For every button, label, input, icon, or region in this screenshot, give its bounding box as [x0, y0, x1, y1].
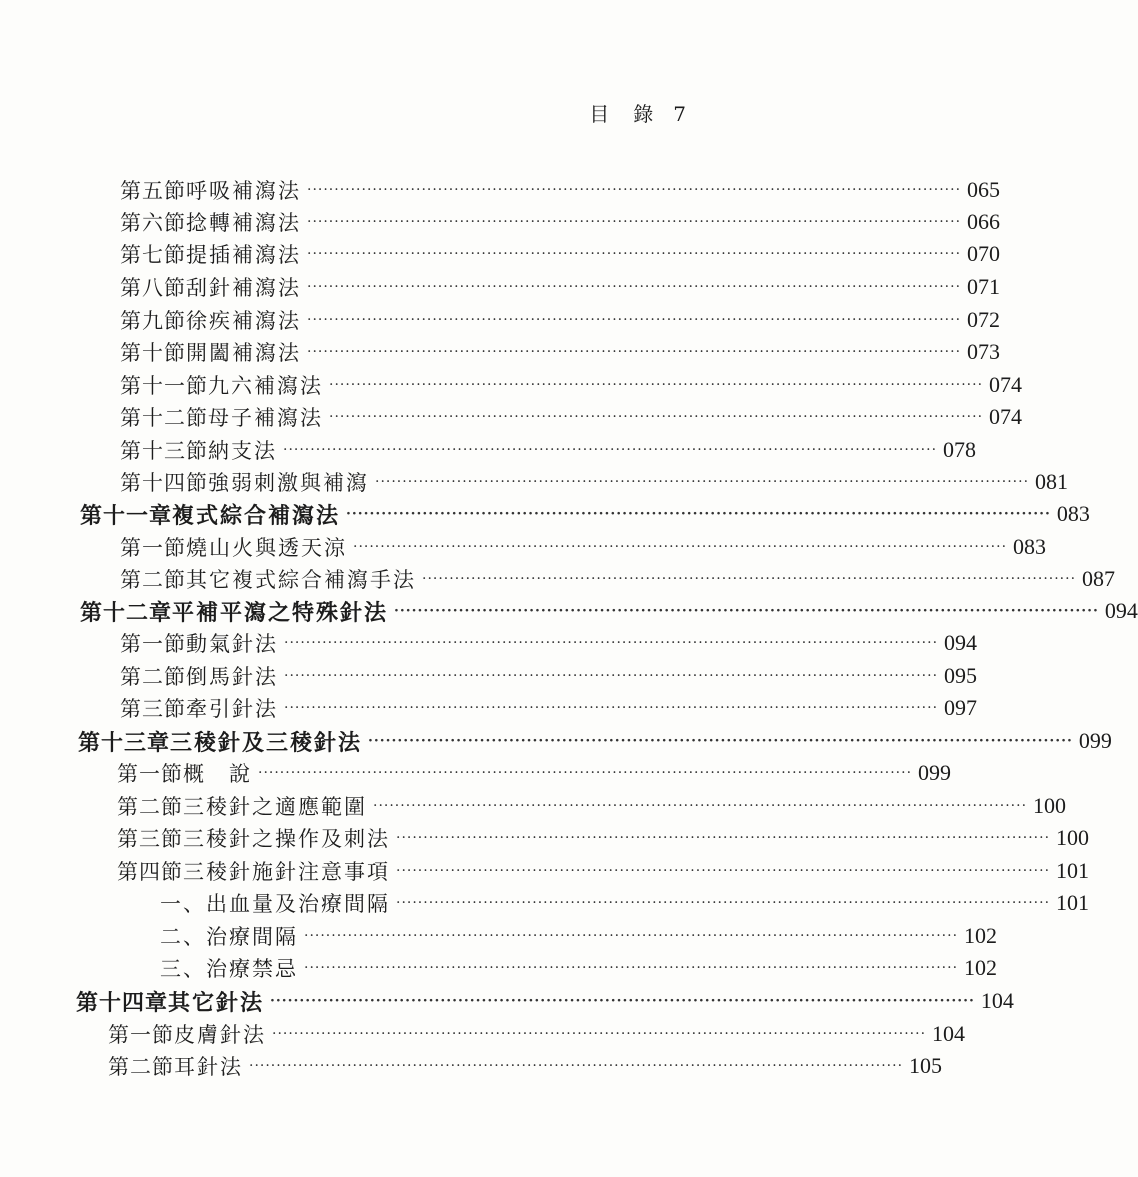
section-label: 第五節: [120, 179, 186, 203]
leader-dots: ························································································································: [284, 635, 939, 651]
page-number: 101: [1056, 890, 1090, 915]
leader-dots: ························································································································: [304, 928, 959, 944]
section-title: 三稜針施針注意事項: [183, 860, 390, 884]
section-title: 三稜針之操作及刺法: [183, 827, 390, 851]
page-number: 078: [943, 437, 977, 462]
chapter-title: 其它針法: [168, 989, 265, 1016]
page-number: 073: [967, 339, 1001, 364]
toc-section-row[interactable]: [117, 822, 1090, 854]
section-title: 牽引針法: [186, 697, 278, 721]
page-number: 097: [944, 695, 978, 720]
toc-section-row[interactable]: [117, 757, 952, 789]
section-label: 第四節: [117, 860, 183, 884]
toc-section-row[interactable]: [120, 466, 1069, 498]
section-label: 第十四節: [120, 471, 208, 495]
section-label: 第二節: [117, 795, 183, 819]
leader-dots: ························································································································: [396, 895, 1051, 911]
page-number: 074: [989, 372, 1023, 397]
section-label: 第三節: [120, 697, 186, 721]
leader-dots: ························································································································: [422, 571, 1077, 587]
toc-section-row[interactable]: [120, 238, 1001, 270]
section-title: 其它複式綜合補瀉手法: [186, 568, 416, 592]
page-number: 099: [1078, 728, 1112, 753]
toc-chapter-row[interactable]: [78, 725, 1112, 757]
toc-chapter-row[interactable]: [76, 985, 1014, 1017]
leader-dots: ························································································································: [373, 798, 1028, 814]
leader-dots: ························································································································: [329, 409, 984, 425]
section-title: 徐疾補瀉法: [186, 309, 301, 333]
section-label: 第一節: [108, 1023, 174, 1047]
leader-dots: ························································································································: [396, 830, 1051, 846]
toc-section-row[interactable]: [120, 336, 1001, 368]
page-number: 104: [980, 988, 1014, 1013]
item-title: 一、出血量及治療間隔: [160, 892, 390, 916]
toc-section-row[interactable]: [120, 174, 1001, 206]
toc-section-row[interactable]: [108, 1050, 943, 1082]
toc-section-row[interactable]: [120, 627, 978, 659]
toc-chapter-row[interactable]: [80, 498, 1090, 530]
section-label: 第三節: [117, 827, 183, 851]
section-title: 皮膚針法: [174, 1023, 266, 1047]
toc-section-row[interactable]: [120, 369, 1023, 401]
section-label: 第十三節: [120, 439, 208, 463]
section-label: 第十一節: [120, 374, 208, 398]
leader-dots: ························································································································: [346, 506, 1051, 522]
section-title: 捻轉補瀉法: [186, 211, 301, 235]
section-label: 第一節: [120, 632, 186, 656]
section-label: 第七節: [120, 243, 186, 267]
chapter-label: 第十一章: [80, 502, 173, 529]
leader-dots: ························································································································: [394, 603, 1099, 619]
chapter-label: 第十三章: [78, 729, 171, 756]
toc-section-row[interactable]: [120, 692, 978, 724]
item-title: 二、治療間隔: [160, 925, 298, 949]
section-label: 第二節: [120, 665, 186, 689]
leader-dots: ························································································································: [307, 182, 962, 198]
page-number: 065: [967, 177, 1001, 202]
section-title: 呼吸補瀉法: [186, 179, 301, 203]
toc-item-row[interactable]: [160, 920, 998, 952]
section-title: 動氣針法: [186, 632, 278, 656]
page-number: 102: [964, 923, 998, 948]
leader-dots: ························································································································: [329, 377, 984, 393]
toc-section-row[interactable]: [120, 563, 1116, 595]
leader-dots: ························································································································: [307, 312, 962, 328]
toc-item-row[interactable]: [160, 887, 1090, 919]
section-label: 第二節: [120, 568, 186, 592]
leader-dots: ························································································································: [307, 214, 962, 230]
toc-section-row[interactable]: [120, 660, 978, 692]
page-number: 087: [1082, 566, 1116, 591]
section-title: 概 說: [183, 762, 252, 786]
item-title: 三、治療禁忌: [160, 957, 298, 981]
page-number: 100: [1056, 825, 1090, 850]
page-number: 070: [967, 241, 1001, 266]
leader-dots: ························································································································: [375, 474, 1030, 490]
toc-section-row[interactable]: [120, 531, 1047, 563]
chapter-label: 第十四章: [76, 989, 169, 1016]
leader-dots: ························································································································: [249, 1058, 904, 1074]
leader-dots: ························································································································: [258, 765, 913, 781]
toc-section-row[interactable]: [117, 790, 1067, 822]
section-title: 納支法: [208, 439, 277, 463]
page-number: 094: [944, 630, 978, 655]
section-title: 母子補瀉法: [208, 406, 323, 430]
page-number: 081: [1035, 469, 1069, 494]
leader-dots: ························································································································: [284, 700, 939, 716]
leader-dots: ························································································································: [270, 993, 975, 1009]
leader-dots: ························································································································: [307, 246, 962, 262]
toc-chapter-row[interactable]: [80, 595, 1138, 627]
toc-section-row[interactable]: [120, 434, 977, 466]
toc-section-row[interactable]: [120, 401, 1023, 433]
toc-section-row[interactable]: [120, 206, 1001, 238]
section-title: 提插補瀉法: [186, 243, 301, 267]
leader-dots: ························································································································: [284, 668, 939, 684]
section-label: 第九節: [120, 309, 186, 333]
running-header: [589, 98, 688, 127]
section-title: 耳針法: [174, 1055, 243, 1079]
page-number: 104: [932, 1021, 966, 1046]
leader-dots: ························································································································: [307, 344, 962, 360]
toc-item-row[interactable]: [160, 952, 998, 984]
section-label: 第一節: [120, 536, 186, 560]
section-label: 第六節: [120, 211, 186, 235]
chapter-title: 複式綜合補瀉法: [172, 502, 341, 529]
section-title: 燒山火與透天涼: [186, 536, 347, 560]
chapter-title: 三稜針及三稜針法: [170, 729, 363, 756]
page-number: 101: [1056, 858, 1090, 883]
section-title: 強弱刺激與補瀉: [208, 471, 369, 495]
chapter-label: 第十二章: [80, 599, 173, 626]
section-title: 開闔補瀉法: [186, 341, 301, 365]
page-number: 102: [964, 955, 998, 980]
section-title: 九六補瀉法: [208, 374, 323, 398]
chapter-title: 平補平瀉之特殊針法: [172, 599, 389, 626]
page-number: 105: [909, 1053, 943, 1078]
section-label: 第八節: [120, 276, 186, 300]
leader-dots: ························································································································: [307, 279, 962, 295]
header-label: 目 錄: [589, 102, 656, 126]
toc-section-row[interactable]: [120, 304, 1001, 336]
section-label: 第十節: [120, 341, 186, 365]
page-number: 095: [944, 663, 978, 688]
section-title: 三稜針之適應範圍: [183, 795, 367, 819]
page-number: 083: [1013, 534, 1047, 559]
toc-section-row[interactable]: [120, 271, 1001, 303]
page-number: 072: [967, 307, 1001, 332]
section-label: 第一節: [117, 762, 183, 786]
page-number: 066: [967, 209, 1001, 234]
section-label: 第二節: [108, 1055, 174, 1079]
section-label: 第十二節: [120, 406, 208, 430]
section-title: 刮針補瀉法: [186, 276, 301, 300]
section-title: 倒馬針法: [186, 665, 278, 689]
toc-section-row[interactable]: [117, 855, 1090, 887]
page-number: 099: [918, 760, 952, 785]
page-number: 074: [989, 404, 1023, 429]
toc-section-row[interactable]: [108, 1018, 966, 1050]
leader-dots: ························································································································: [368, 733, 1073, 749]
leader-dots: ························································································································: [304, 960, 959, 976]
leader-dots: ························································································································: [272, 1026, 927, 1042]
leader-dots: ························································································································: [353, 539, 1008, 555]
header-page-number: 7: [673, 102, 688, 126]
leader-dots: ························································································································: [283, 442, 938, 458]
page-number: 083: [1056, 501, 1090, 526]
page-number: 094: [1104, 598, 1138, 623]
page-number: 071: [967, 274, 1001, 299]
leader-dots: ························································································································: [396, 863, 1051, 879]
page-number: 100: [1033, 793, 1067, 818]
